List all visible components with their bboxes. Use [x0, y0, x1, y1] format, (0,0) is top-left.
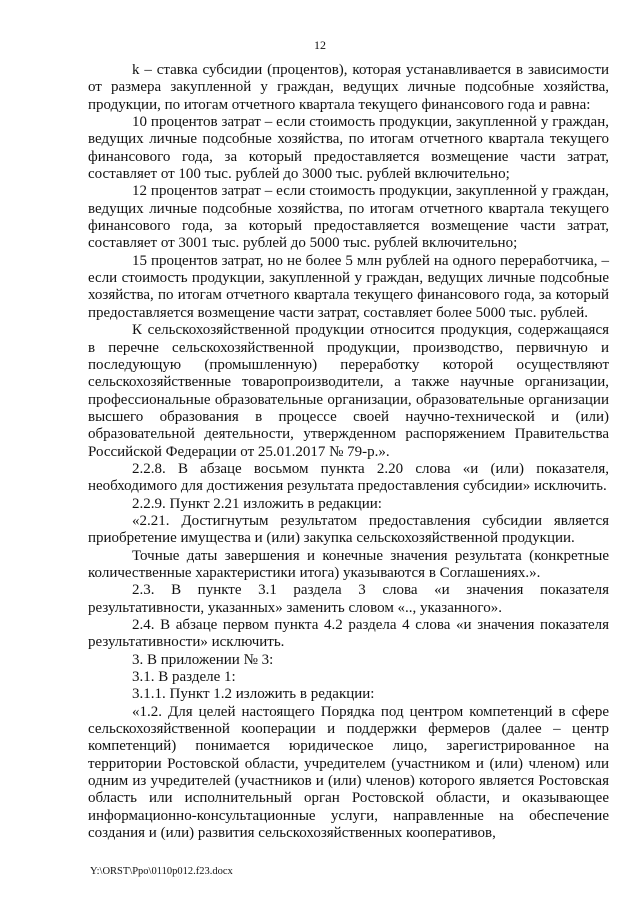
footer-file-path: Y:\ORST\Ppo\0110p012.f23.docx — [90, 866, 233, 877]
page-number: 12 — [314, 38, 326, 52]
paragraph: 2.3. В пункте 3.1 раздела 3 слова «и значения показателя результативности, указанных» заменить словом «.., указанного». — [88, 582, 609, 616]
paragraph: К сельскохозяйственной продукции относится продукция, содержащаяся в перечне сельскохозяйственной продукции, производство, первичную и последующую (промышленную) переработку которой осуществляют сельскохозяйственные товаропроизводители, а также научные организации, профессиональные образовательные организации, образовательные организации высшего образования в процессе своей научно-технической и (или) образовательной деятельности, утвержденном распоряжением Правительства Российской Федерации от 25.01.2017 № 79-р.». — [88, 322, 609, 460]
paragraph: 15 процентов затрат, но не более 5 млн рублей на одного переработчика, – если стоимость продукции, закупленной у граждан, ведущих личные подсобные хозяйства, по итогам отчетного квартала текущего финансового года, за который предоставляется возмещение части затрат, составляет более 5000 тыс. рублей. — [88, 252, 609, 321]
paragraph: Точные даты завершения и конечные значения результата (конкретные количественные характеристики итога) указываются в Соглашениях.». — [88, 547, 609, 581]
paragraph: 12 процентов затрат – если стоимость продукции, закупленной у граждан, ведущих личные подсобные хозяйства, по итогам отчетного квартала текущего финансового года, за который предоставляется возмещение части затрат, составляет от 3001 тыс. рублей до 5000 тыс. рублей включительно; — [88, 183, 609, 252]
paragraph: «2.21. Достигнутым результатом предоставления субсидии является приобретение имущества и (или) закупка сельскохозяйственной продукции. — [88, 512, 609, 547]
paragraph: 3.1.1. Пункт 1.2 изложить в редакции: — [132, 686, 375, 703]
paragraph: 2.4. В абзаце первом пункта 4.2 раздела 4 слова «и значения показателя результативности» исключить. — [88, 617, 609, 651]
paragraph: 10 процентов затрат – если стоимость продукции, закупленной у граждан, ведущих личные подсобные хозяйства, по итогам отчетного квартала текущего финансового года, за который предоставляется возмещение части затрат, составляет от 100 тыс. рублей до 3000 тыс. рублей включительно; — [88, 114, 609, 183]
paragraph: «1.2. Для целей настоящего Порядка под центром компетенций в сфере сельскохозяйственной кооперации и поддержки фермеров (далее – центр компетенций) понимается юридическое лицо, зарегистрированное на территории Ростовской области, учредителем (участником и (или) членом) или одним из учредителей (участников и (или) членов) которого является Ростовская область или исполнительный орган Ростовской области, и оказывающее информационно-консультационные услуги, направленные на обеспечение создания и (или) развития сельскохозяйственных кооперативов, — [88, 703, 609, 842]
paragraph: 3. В приложении № 3: — [132, 651, 274, 668]
paragraph: 3.1. В разделе 1: — [132, 669, 236, 686]
document-body — [88, 62, 609, 842]
paragraph: 2.2.8. В абзаце восьмом пункта 2.20 слова «и (или) показателя, необходимого для достижения результата предоставления субсидии» исключить. — [88, 460, 609, 495]
paragraph: 2.2.9. Пункт 2.21 изложить в редакции: — [132, 495, 382, 512]
paragraph: k – ставка субсидии (процентов), которая устанавливается в зависимости от размера закупленной у граждан, ведущих личные подсобные хозяйства, продукции, по итогам отчетного квартала текущего финансового года и равна: — [88, 62, 609, 113]
